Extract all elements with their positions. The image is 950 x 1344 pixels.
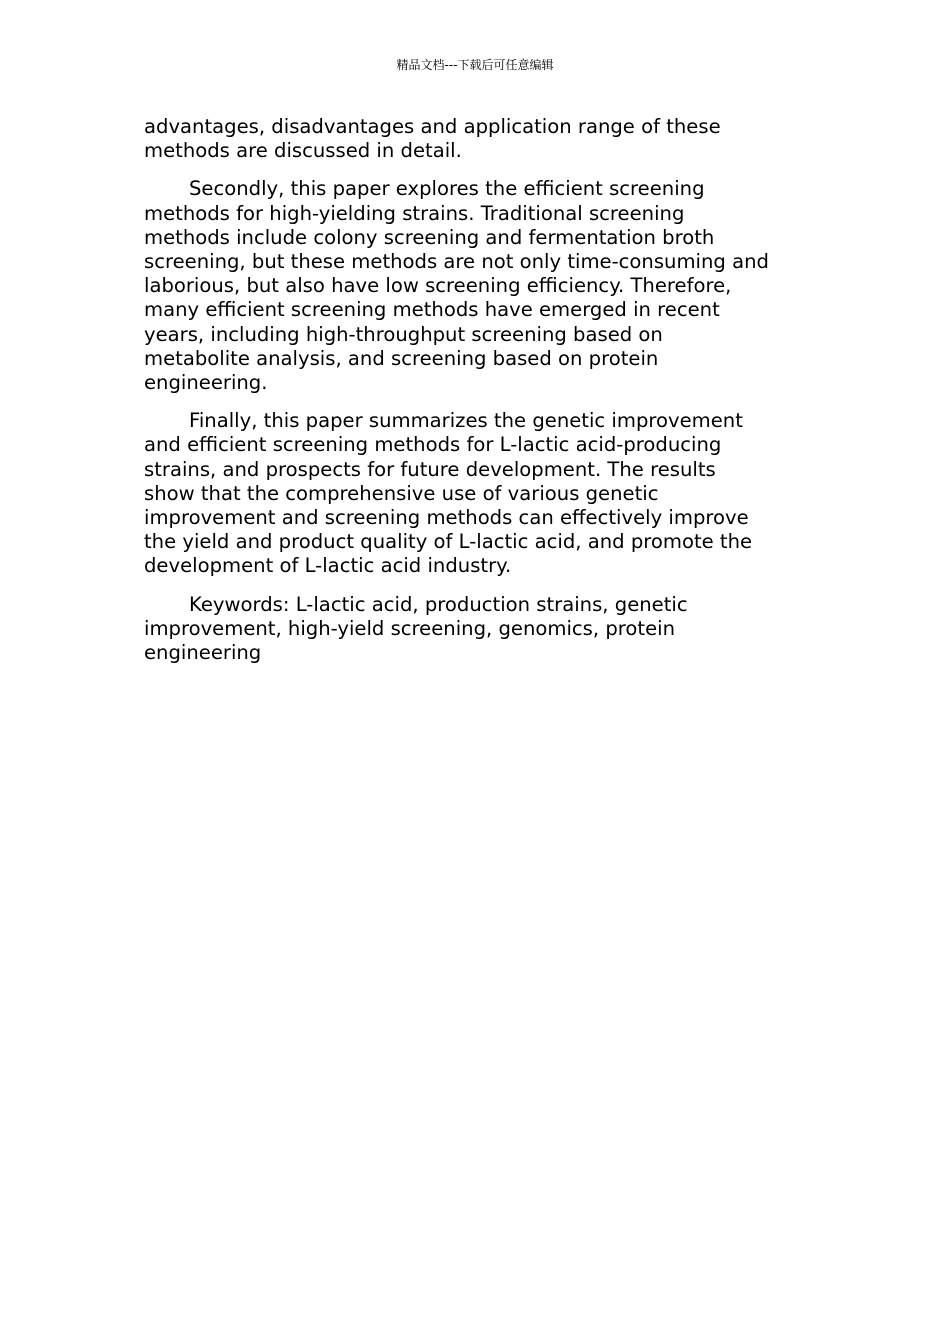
text-line: strains, and prospects for future development. The results xyxy=(144,457,716,481)
text-line: and efficient screening methods for L-lactic acid-producing xyxy=(144,433,722,457)
text-line: many efficient screening methods have emerged in recent xyxy=(144,298,720,322)
text-line: methods for high-yielding strains. Traditional screening xyxy=(144,201,685,225)
text-line: show that the comprehensive use of various genetic xyxy=(144,481,659,505)
text-line: advantages, disadvantages and application range of these xyxy=(144,115,721,138)
text-line: laborious, but also have low screening efficiency. Therefore, xyxy=(144,274,732,298)
text-line: engineering. xyxy=(144,371,268,395)
document-body xyxy=(144,115,812,679)
paragraph-keywords xyxy=(144,593,812,666)
paragraph-methods-discussion xyxy=(144,115,812,163)
text-line: Keywords: L-lactic acid, production strains, genetic xyxy=(189,592,688,616)
text-line: development of L-lactic acid industry. xyxy=(144,554,512,578)
paragraph-screening-methods xyxy=(144,177,812,395)
text-line: methods are discussed in detail. xyxy=(144,139,462,163)
text-line: the yield and product quality of L-lactic acid, and promote the xyxy=(144,530,753,554)
text-line: Finally, this paper summarizes the genetic improvement xyxy=(189,409,743,433)
text-line: methods include colony screening and fermentation broth xyxy=(144,225,715,249)
text-line: engineering xyxy=(144,641,262,665)
page-header: 精品文档---下载后可任意编辑 xyxy=(396,58,554,72)
text-line: metabolite analysis, and screening based on protein xyxy=(144,346,659,370)
text-line: screening, but these methods are not only time-consuming and xyxy=(144,250,769,274)
text-line: years, including high-throughput screening based on xyxy=(144,322,663,346)
text-line: Secondly, this paper explores the efficient screening xyxy=(189,177,705,201)
text-line: improvement, high-yield screening, genomics, protein xyxy=(144,616,675,640)
text-line: improvement and screening methods can effectively improve xyxy=(144,506,749,530)
paragraph-summary xyxy=(144,409,812,578)
